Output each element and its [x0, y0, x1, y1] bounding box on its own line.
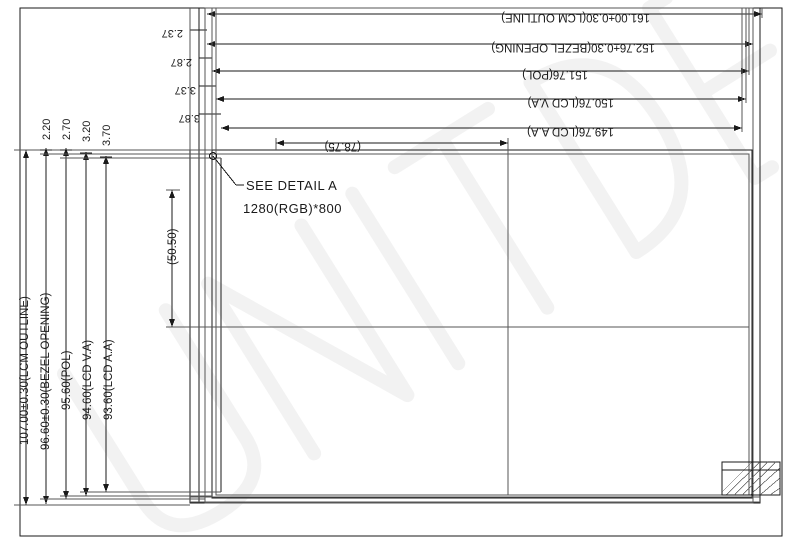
dim-bezel-opening-vertical: 96.60±0.30(BEZEL OPENING): [40, 292, 52, 450]
ref-dim-78-75: (78.75): [324, 140, 361, 152]
dim-va-horizontal: 150.76(LCD V.A): [527, 96, 614, 108]
dim-2-87: 2.87: [170, 56, 192, 68]
dim-3-70: 3.70: [101, 124, 113, 146]
dim-pol-vertical: 95.60(POL): [61, 350, 73, 410]
dim-va-vertical: 94.60(LCD V.A): [82, 339, 94, 420]
ref-dim-50-50: (50.50): [167, 228, 179, 265]
dim-lcm-outline-vertical: 107.00±0.30(LCM OUTLINE): [19, 296, 31, 445]
dim-2-20: 2.20: [41, 118, 53, 140]
dim-3-20: 3.20: [81, 120, 93, 142]
dim-3-37: 3.37: [174, 84, 196, 96]
dim-3-87: 3.87: [178, 112, 200, 124]
dim-2-37: 2.37: [161, 27, 183, 39]
dim-pol-horizontal: 151.76(POL): [522, 68, 588, 80]
dim-aa-vertical: 93.60(LCD A.A): [103, 339, 115, 420]
dim-aa-horizontal: 149.76(LCD A.A): [527, 125, 614, 137]
resolution-note: 1280(RGB)*800: [243, 201, 342, 216]
dim-2-70: 2.70: [61, 118, 73, 140]
dim-lcm-outline-horizontal: 161.00±0.30(LCM OUTLINE): [501, 11, 650, 23]
detail-a-note: SEE DETAIL A: [246, 178, 338, 193]
dim-bezel-opening-horizontal: 152.76±0.30(BEZEL OPENING): [491, 41, 655, 53]
